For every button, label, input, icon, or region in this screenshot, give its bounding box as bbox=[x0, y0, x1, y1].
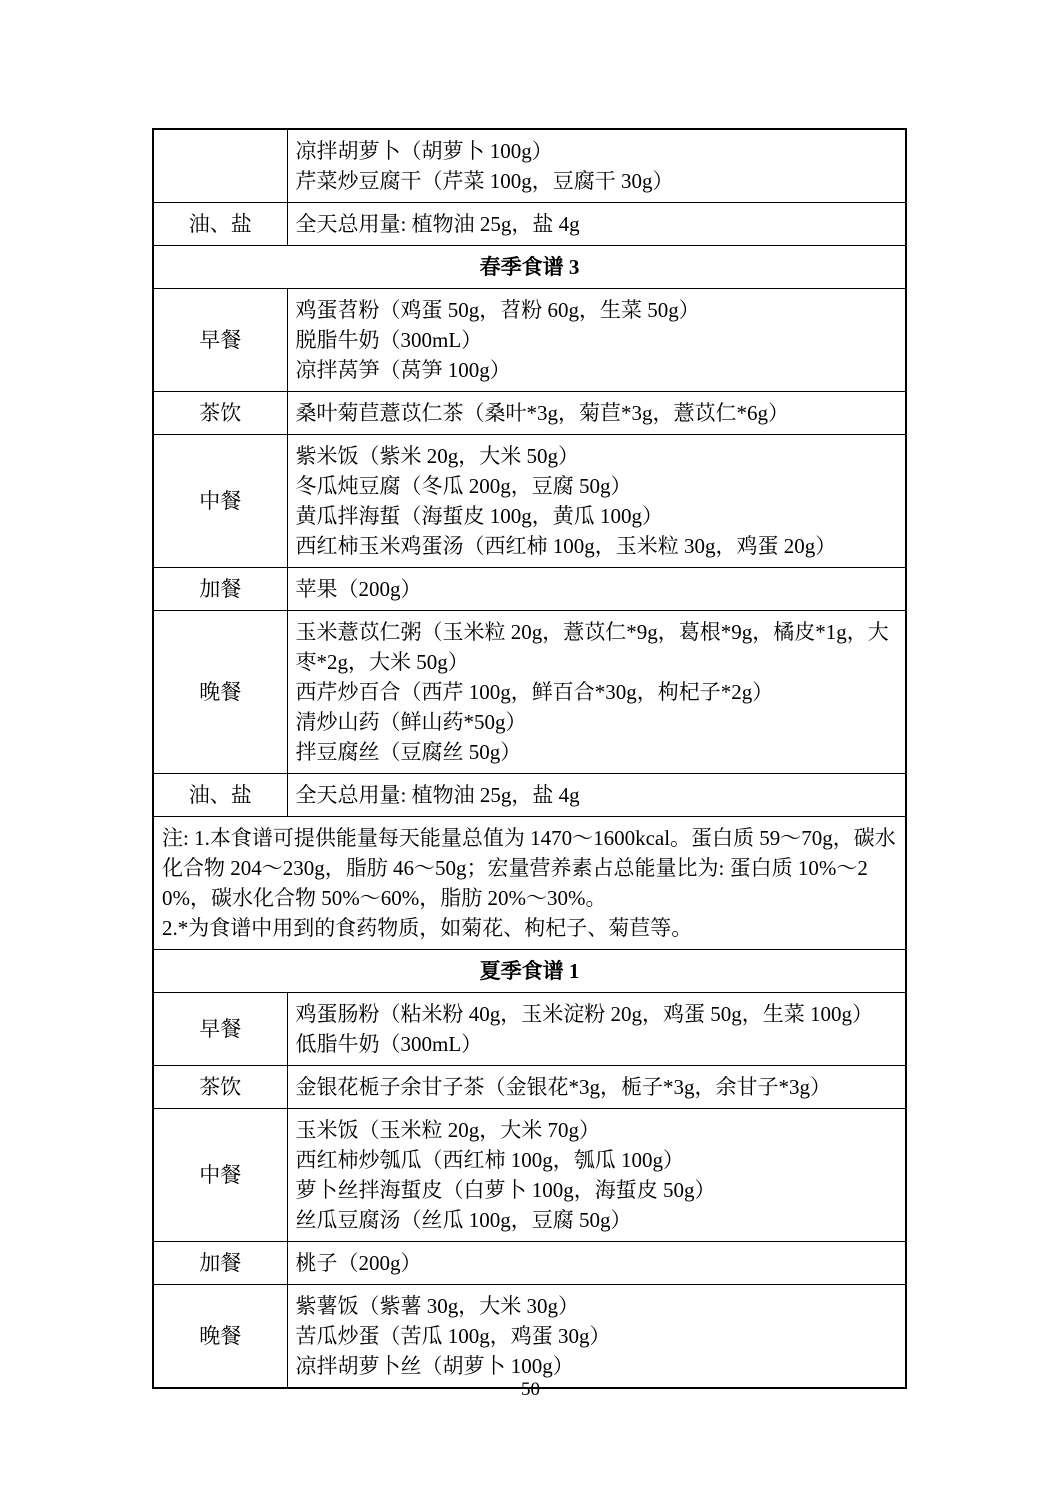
meal-row bbox=[153, 1242, 906, 1285]
note-line: 注: 1.本食谱可提供能量每天能量总值为 1470～1600kcal。蛋白质 59～70g，碳水化合物 204～230g，脂肪 46～50g；宏量营养素占总能量比为: 蛋白质 10%～20%，碳水化合物 50%～60%，脂肪 20%～30%。 bbox=[162, 826, 896, 910]
meal-row bbox=[153, 435, 906, 568]
meal-content-cell bbox=[287, 435, 906, 568]
dish-line: 桑叶菊苣薏苡仁茶（桑叶*3g，菊苣*3g，薏苡仁*6g） bbox=[295, 401, 789, 425]
menu-table bbox=[152, 128, 907, 1389]
meal-content-cell bbox=[287, 1242, 906, 1285]
dish-line: 拌豆腐丝（豆腐丝 50g） bbox=[295, 740, 522, 764]
meal-label-cell: 油、盐 bbox=[153, 774, 287, 817]
meal-label-cell: 茶饮 bbox=[153, 392, 287, 435]
dish-line: 玉米薏苡仁粥（玉米粒 20g，薏苡仁*9g，葛根*9g，橘皮*1g，大枣*2g，大米 50g） bbox=[295, 620, 889, 674]
dish-line: 苹果（200g） bbox=[295, 577, 422, 601]
meal-content-cell bbox=[287, 1066, 906, 1109]
meal-label-cell: 中餐 bbox=[153, 435, 287, 568]
meal-content-cell bbox=[287, 392, 906, 435]
meal-label-cell: 中餐 bbox=[153, 1109, 287, 1242]
dish-line: 清炒山药（鲜山药*50g） bbox=[295, 710, 527, 734]
meal-label-cell bbox=[153, 129, 287, 203]
meal-content-cell bbox=[287, 203, 906, 246]
dish-line: 玉米饭（玉米粒 20g，大米 70g） bbox=[295, 1118, 600, 1142]
dish-line: 鸡蛋肠粉（粘米粉 40g，玉米淀粉 20g，鸡蛋 50g，生菜 100g） bbox=[295, 1002, 873, 1026]
dish-line: 桃子（200g） bbox=[295, 1251, 422, 1275]
section-header-row bbox=[153, 246, 906, 289]
meal-row bbox=[153, 1285, 906, 1389]
meal-content-cell bbox=[287, 993, 906, 1066]
dish-line: 芹菜炒豆腐干（芹菜 100g，豆腐干 30g） bbox=[295, 169, 674, 193]
dish-line: 全天总用量: 植物油 25g，盐 4g bbox=[295, 783, 580, 807]
dish-line: 凉拌胡萝卜丝（胡萝卜 100g） bbox=[295, 1354, 574, 1378]
dish-line: 黄瓜拌海蜇（海蜇皮 100g，黄瓜 100g） bbox=[295, 504, 663, 528]
meal-row bbox=[153, 993, 906, 1066]
meal-row bbox=[153, 289, 906, 392]
meal-content-cell bbox=[287, 289, 906, 392]
dish-line: 鸡蛋苕粉（鸡蛋 50g，苕粉 60g，生菜 50g） bbox=[295, 298, 700, 322]
page-number: 50 bbox=[521, 1379, 540, 1400]
dish-line: 丝瓜豆腐汤（丝瓜 100g，豆腐 50g） bbox=[295, 1208, 632, 1232]
dish-line: 金银花栀子余甘子茶（金银花*3g，栀子*3g，余甘子*3g） bbox=[295, 1075, 831, 1099]
meal-row bbox=[153, 129, 906, 203]
meal-label-cell: 加餐 bbox=[153, 568, 287, 611]
meal-label-cell: 茶饮 bbox=[153, 1066, 287, 1109]
meal-label-cell: 油、盐 bbox=[153, 203, 287, 246]
dish-line: 西红柿炒瓠瓜（西红柿 100g，瓠瓜 100g） bbox=[295, 1148, 684, 1172]
meal-label-cell: 晚餐 bbox=[153, 1285, 287, 1389]
meal-row bbox=[153, 568, 906, 611]
section-header-row bbox=[153, 950, 906, 993]
meal-content-cell bbox=[287, 774, 906, 817]
meal-label-cell: 早餐 bbox=[153, 993, 287, 1066]
meal-content-cell bbox=[287, 611, 906, 774]
dish-line: 冬瓜炖豆腐（冬瓜 200g，豆腐 50g） bbox=[295, 474, 632, 498]
meal-row bbox=[153, 1109, 906, 1242]
section-title: 夏季食谱 1 bbox=[153, 950, 906, 993]
meal-content-cell bbox=[287, 1285, 906, 1389]
meal-label-cell: 早餐 bbox=[153, 289, 287, 392]
meal-row bbox=[153, 611, 906, 774]
meal-row bbox=[153, 774, 906, 817]
dish-line: 脱脂牛奶（300mL） bbox=[295, 328, 483, 352]
meal-row bbox=[153, 203, 906, 246]
meal-row bbox=[153, 392, 906, 435]
note-row bbox=[153, 817, 906, 950]
meal-label-cell: 晚餐 bbox=[153, 611, 287, 774]
meal-content-cell bbox=[287, 1109, 906, 1242]
dish-line: 西芹炒百合（西芹 100g，鲜百合*30g，枸杞子*2g） bbox=[295, 680, 774, 704]
dish-line: 西红柿玉米鸡蛋汤（西红柿 100g，玉米粒 30g，鸡蛋 20g） bbox=[295, 534, 837, 558]
dish-line: 低脂牛奶（300mL） bbox=[295, 1032, 483, 1056]
dish-line: 紫米饭（紫米 20g，大米 50g） bbox=[295, 444, 579, 468]
meal-content-cell bbox=[287, 568, 906, 611]
dish-line: 紫薯饭（紫薯 30g，大米 30g） bbox=[295, 1294, 579, 1318]
note-line: 2.*为食谱中用到的食药物质，如菊花、枸杞子、菊苣等。 bbox=[162, 916, 693, 940]
meal-label-cell: 加餐 bbox=[153, 1242, 287, 1285]
section-title: 春季食谱 3 bbox=[153, 246, 906, 289]
dish-line: 苦瓜炒蛋（苦瓜 100g，鸡蛋 30g） bbox=[295, 1324, 611, 1348]
meal-content-cell bbox=[287, 129, 906, 203]
note-cell bbox=[153, 817, 906, 950]
dish-line: 凉拌莴笋（莴笋 100g） bbox=[295, 358, 511, 382]
meal-row bbox=[153, 1066, 906, 1109]
dish-line: 凉拌胡萝卜（胡萝卜 100g） bbox=[295, 139, 553, 163]
dish-line: 全天总用量: 植物油 25g，盐 4g bbox=[295, 212, 580, 236]
dish-line: 萝卜丝拌海蜇皮（白萝卜 100g，海蜇皮 50g） bbox=[295, 1178, 716, 1202]
